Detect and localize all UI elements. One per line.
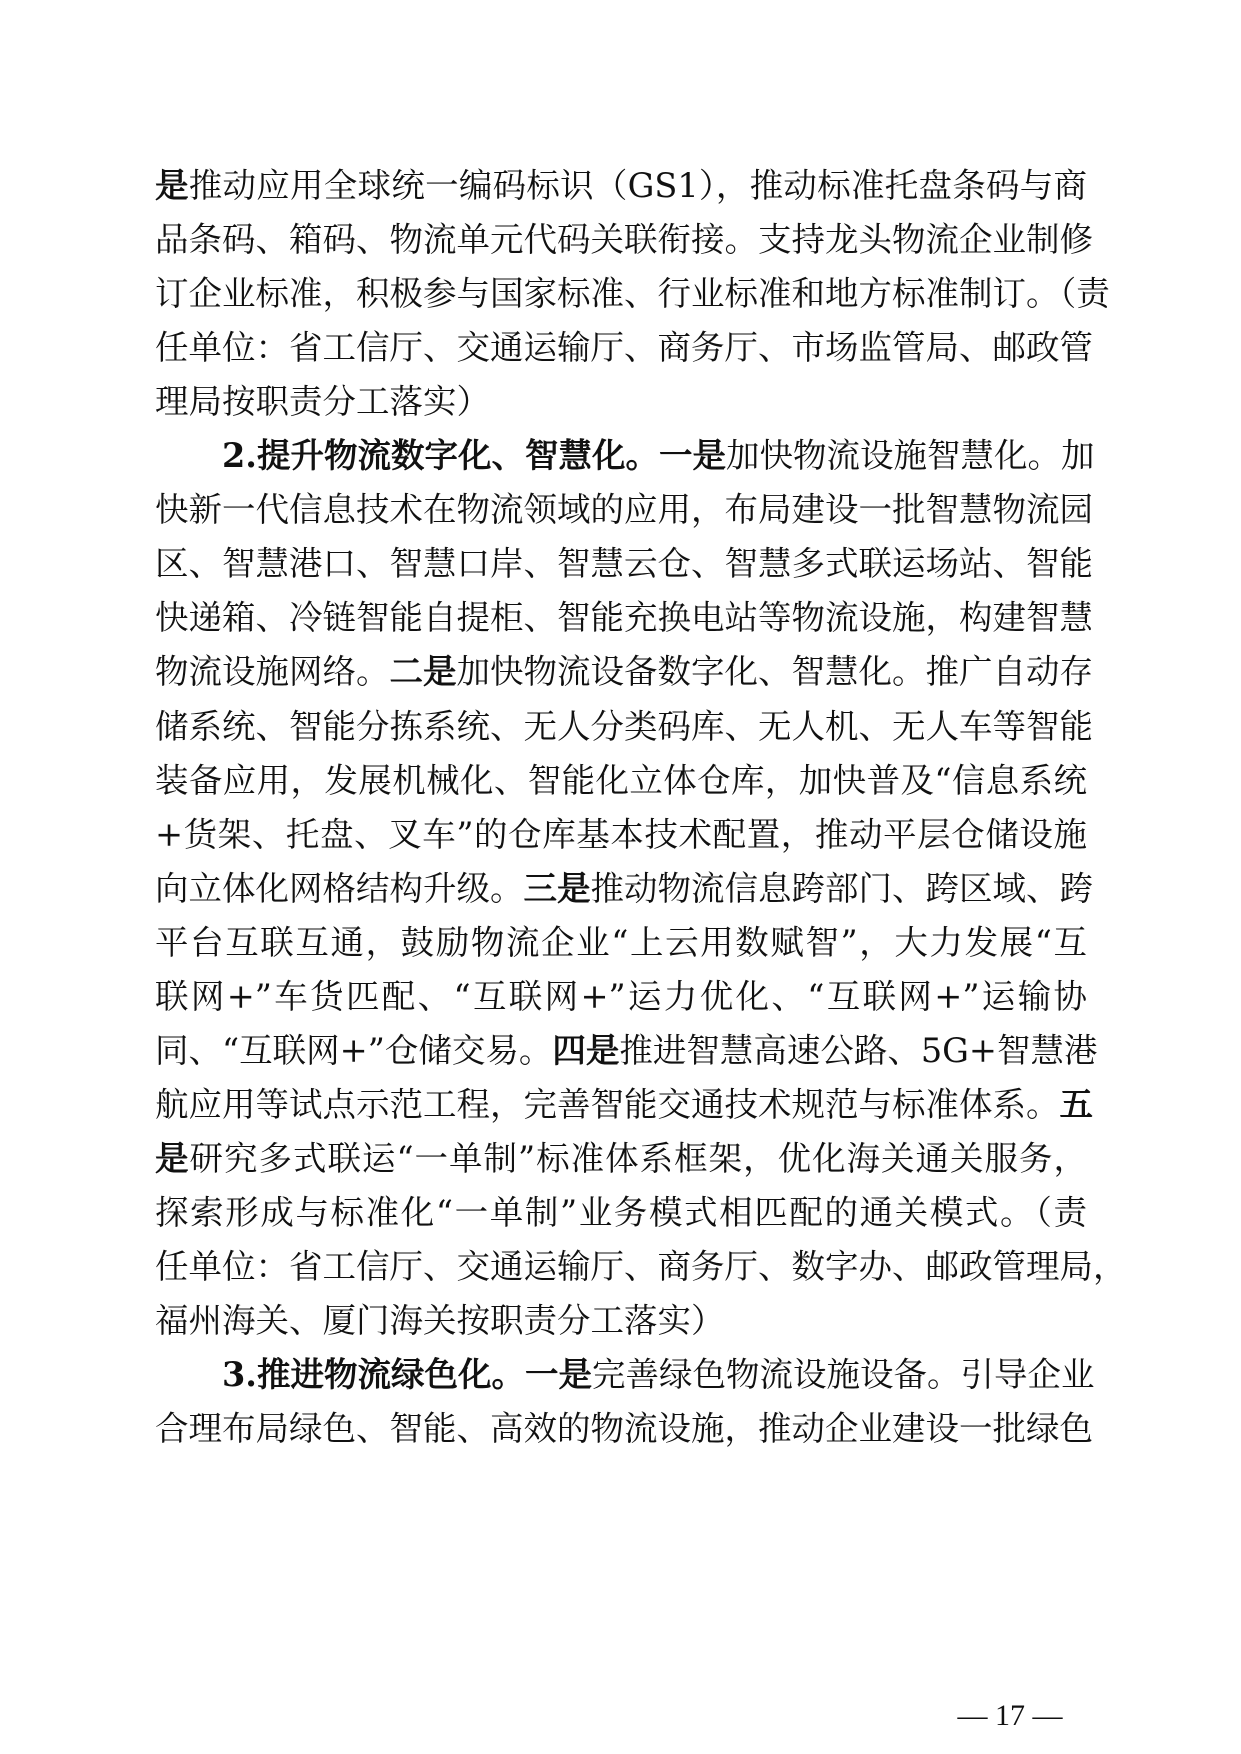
text-line	[155, 698, 1093, 756]
bold-text-run: 是	[155, 1138, 190, 1178]
text-run: 任单位：省工信厅、交通运输厅、商务厅、市场监管局、邮政管	[155, 328, 1093, 368]
text-run: +货架、托盘、叉车”的仓库基本技术配置，推动平层仓储设施	[155, 814, 1087, 854]
text-line	[155, 265, 1110, 323]
text-line	[155, 157, 1087, 215]
text-run: 快新一代信息技术在物流领域的应用，布局建设一批智慧物流园	[155, 490, 1093, 530]
text-line	[155, 1184, 1087, 1242]
text-run: 联网+”车货匹配、“互联网+”运力优化、“互联网+”运输协	[155, 976, 1087, 1016]
text-run: 加快物流设备数字化、智慧化。推广自动存	[456, 652, 1093, 692]
text-run: 平台互联互通，鼓励物流企业“上云用数赋智”，大力发展“互	[155, 922, 1087, 962]
text-run: 推进智慧高速公路、5G+智慧港	[619, 1030, 1098, 1070]
text-run: 完善绿色物流设施设备。引导企业	[591, 1355, 1095, 1395]
text-line	[155, 752, 1087, 810]
text-line	[155, 1292, 1087, 1350]
text-line	[155, 1076, 1093, 1134]
text-run: 推动应用全球统一编码标识（GS1），推动标准托盘条码与商	[188, 166, 1087, 205]
text-line	[155, 589, 1093, 647]
text-run: 装备应用，发展机械化、智能化立体仓库，加快普及“信息系统	[155, 760, 1087, 800]
text-run: 探索形成与标准化“一单制”业务模式相匹配的通关模式。（责	[155, 1192, 1087, 1232]
text-line	[155, 914, 1087, 972]
text-line	[155, 1238, 1127, 1296]
text-line	[155, 481, 1093, 539]
text-line	[155, 211, 1093, 269]
text-line	[155, 535, 1093, 593]
text-run: 研究多式联运“一单制”标准体系框架，优化海关通关服务，	[189, 1138, 1087, 1178]
text-run: 品条码、箱码、物流单元代码关联衔接。支持龙头物流企业制修	[155, 220, 1093, 260]
text-line	[155, 860, 1093, 918]
text-run: 物流设施网络。	[155, 652, 390, 692]
text-line	[155, 1400, 1093, 1458]
text-run: 加快物流设施智慧化。加	[725, 436, 1095, 476]
text-run: 任单位：省工信厅、交通运输厅、商务厅、数字办、邮政管理局，	[155, 1247, 1127, 1286]
text-line	[155, 319, 1093, 377]
text-line	[155, 806, 1087, 864]
text-line	[222, 427, 1095, 485]
bold-text-run: 三是	[523, 868, 591, 908]
text-line	[155, 968, 1087, 1026]
page-number: — 17 —	[957, 1699, 1063, 1732]
text-run: 航应用等试点示范工程，完善智能交通技术规范与标准体系。	[155, 1084, 1060, 1124]
text-run: 推动物流信息跨部门、跨区域、跨	[590, 868, 1093, 908]
text-run: 福州海关、厦门海关按职责分工落实）	[155, 1301, 725, 1341]
text-run: 合理布局绿色、智能、高效的物流设施，推动企业建设一批绿色	[155, 1409, 1093, 1449]
text-line	[222, 1346, 1095, 1404]
text-line	[155, 1130, 1087, 1188]
text-run: 理局按职责分工落实）	[155, 382, 490, 422]
text-line	[155, 1022, 1098, 1080]
bold-text-run: 2.提升物流数字化、智慧化。一是	[222, 436, 726, 476]
bold-text-run: 3.推进物流绿色化。一是	[222, 1355, 592, 1395]
bold-text-run: 二是	[389, 652, 457, 692]
text-run: 储系统、智能分拣系统、无人分类码库、无人机、无人车等智能	[155, 706, 1093, 746]
bold-text-run: 五	[1059, 1084, 1093, 1124]
text-line	[155, 643, 1093, 701]
text-run: 快递箱、冷链智能自提柜、智能充换电站等物流设施，构建智慧	[155, 598, 1093, 638]
text-run: 向立体化网格结构升级。	[155, 868, 524, 908]
text-run: 订企业标准，积极参与国家标准、行业标准和地方标准制订。（责	[155, 274, 1110, 314]
text-run: 同、“互联网+”仓储交易。	[155, 1030, 553, 1070]
text-line	[155, 373, 1087, 431]
bold-text-run: 是	[155, 166, 189, 205]
bold-text-run: 四是	[552, 1030, 620, 1070]
text-run: 区、智慧港口、智慧口岸、智慧云仓、智慧多式联运场站、智能	[155, 544, 1093, 584]
